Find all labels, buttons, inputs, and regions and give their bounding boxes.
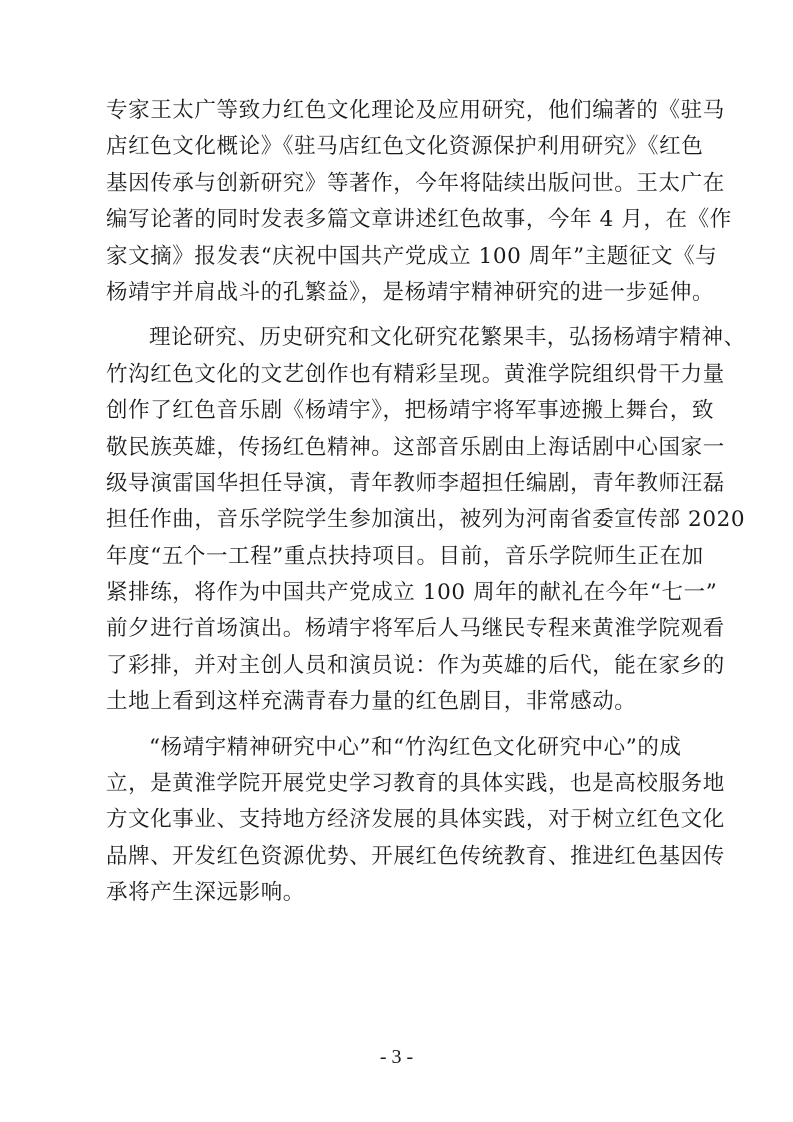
- paragraph-line: 基因传承与创新研究》等著作，今年将陆续出版问世。王太广在: [106, 170, 725, 196]
- paragraph-line: 方文化事业、支持地方经济发展的具体实践，对于树立红色文化: [106, 807, 725, 833]
- paragraph-line: 了彩排，并对主创人员和演员说：作为英雄的后代，能在家乡的: [106, 652, 725, 678]
- paragraph-line: 年度“五个一工程”重点扶持项目。目前，音乐学院师生正在加: [106, 543, 704, 569]
- paragraph-line: “杨靖宇精神研究中心”和“竹沟红色文化研究中心”的成: [149, 734, 682, 760]
- paragraph-line: 专家王太广等致力红色文化理论及应用研究，他们编著的《驻马: [106, 98, 725, 123]
- paragraph-3: [106, 730, 725, 912]
- paragraph-line: 品牌、开发红色资源优势、开展红色传统教育、推进红色基因传: [106, 843, 725, 869]
- paragraph-line: 杨靖宇并肩战斗的孔繁益》，是杨靖宇精神研究的进一步延伸。: [106, 279, 715, 305]
- paragraph-line: 土地上看到这样充满青春力量的红色剧目，非常感动。: [106, 689, 637, 715]
- paragraph-line: 前夕进行首场演出。杨靖宇将军后人马继民专程来黄淮学院观看: [106, 616, 725, 642]
- paragraph-line: 竹沟红色文化的文艺创作也有精彩呈现。黄淮学院组织骨干力量: [106, 361, 725, 387]
- paragraph-spacer: [106, 721, 692, 730]
- paragraph-2: [106, 320, 746, 720]
- paragraph-line: 担任作曲，音乐学院学生参加演出，被列为河南省委宣传部 2020: [106, 507, 746, 533]
- paragraph-1: [106, 93, 732, 311]
- paragraph-line: 家文摘》报发表“庆祝中国共产党成立 100 周年”主题征文《与: [106, 243, 718, 269]
- paragraph-line: 创作了红色音乐剧《杨靖宇》，把杨靖宇将军事迹搬上舞台，致: [106, 398, 715, 424]
- paragraph-line: 编写论著的同时发表多篇文章讲述红色故事，今年 4 月，在《作: [106, 207, 732, 233]
- page-number: - 3 -: [379, 1046, 414, 1068]
- paragraph-line: 店红色文化概论》《驻马店红色文化资源保护利用研究》《红色: [106, 134, 704, 160]
- paragraph-spacer: [106, 311, 692, 320]
- paragraph-line: 级导演雷国华担任导演，青年教师李超担任编剧，青年教师汪磊: [106, 470, 725, 496]
- paragraph-line: 敬民族英雄，传扬红色精神。这部音乐剧由上海话剧中心国家一: [106, 434, 725, 460]
- paragraph-line: 理论研究、历史研究和文化研究花繁果丰，弘扬杨靖宇精神、: [149, 325, 746, 351]
- paragraph-line: 紧排练，将作为中国共产党成立 100 周年的献礼在今年“七一”: [106, 580, 718, 606]
- document-body: [106, 93, 746, 912]
- paragraph-line: 立，是黄淮学院开展党史学习教育的具体实践，也是高校服务地: [106, 771, 725, 797]
- paragraph-line: 承将产生深远影响。: [106, 880, 305, 906]
